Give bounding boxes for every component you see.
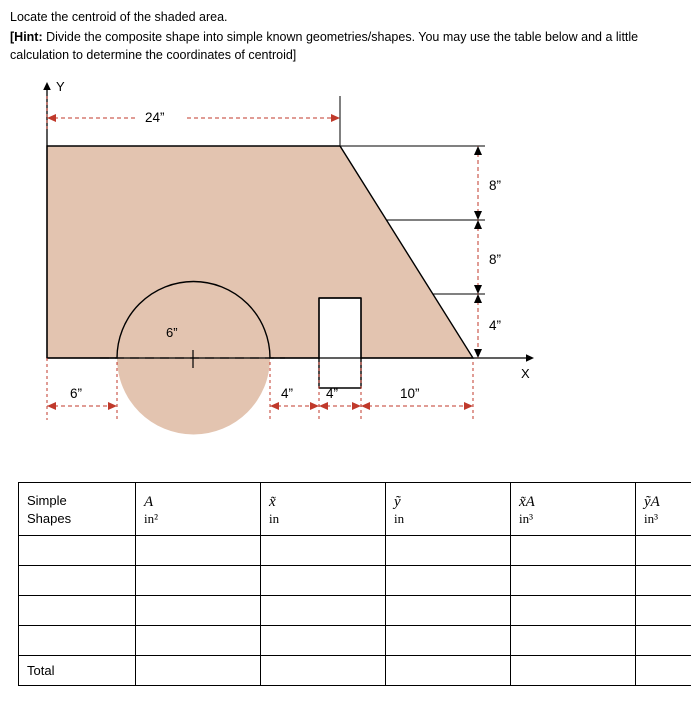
header-xbar-main: x̃ [269, 493, 276, 510]
dim-top-width-line [47, 114, 340, 122]
hint-label: [Hint: [10, 30, 43, 45]
x-axis-arrow [526, 354, 534, 362]
cell-ybar-a[interactable] [636, 596, 691, 626]
table-row [19, 596, 691, 626]
cell-total-label: Total [19, 656, 136, 686]
dim-bottom-seg4-line [361, 402, 473, 410]
cell-total-area[interactable] [136, 656, 261, 686]
dim-bottom-seg3-line [319, 402, 361, 410]
header-shapes-sub: Shapes [27, 511, 72, 526]
y-axis-arrow [43, 82, 51, 90]
centroid-table [18, 482, 691, 686]
cell-area[interactable] [136, 626, 261, 656]
header-xbar-sub: in [269, 510, 280, 526]
hole-mask [318, 359, 362, 391]
header-shapes-main: Simple [27, 493, 67, 509]
dim-right-lower: 4” [489, 318, 502, 333]
cell-total-ybar-a[interactable] [636, 656, 691, 686]
cell-ybar[interactable] [386, 536, 511, 566]
dim-bottom-left-line [47, 402, 117, 410]
dim-bottom-seg4: 10” [400, 386, 420, 401]
cell-ybar[interactable] [386, 626, 511, 656]
problem-hint [10, 28, 670, 64]
problem-statement [10, 8, 670, 64]
cell-total-ybar[interactable] [386, 656, 511, 686]
dim-right-lower-line [474, 294, 482, 358]
cell-area[interactable] [136, 566, 261, 596]
cell-ybar-a[interactable] [636, 566, 691, 596]
cell-xbar-a[interactable] [511, 566, 636, 596]
dim-bottom-left: 6” [70, 386, 83, 401]
cell-area[interactable] [136, 596, 261, 626]
dim-right-upper-line [474, 146, 482, 220]
table-total-row [19, 656, 691, 686]
cell-xbar-a[interactable] [511, 626, 636, 656]
problem-line-1: Locate the centroid of the shaded area. [10, 10, 228, 24]
header-area-sub: in² [144, 510, 159, 526]
header-xbar-a-sub: in³ [519, 510, 534, 526]
header-cell-xbar [261, 483, 386, 536]
cell-ybar-a[interactable] [636, 626, 691, 656]
cell-xbar[interactable] [261, 596, 386, 626]
header-ybar-a-sub: in³ [644, 510, 659, 526]
dim-right-middle-line [474, 220, 482, 294]
cell-shape[interactable] [19, 596, 136, 626]
header-ybar-sub: in [394, 510, 405, 526]
cell-xbar[interactable] [261, 536, 386, 566]
header-ybar-main: ỹ [394, 493, 401, 510]
dim-right-middle: 8” [489, 252, 502, 267]
y-axis-label: Y [56, 79, 65, 94]
centroid-figure [0, 72, 691, 452]
cell-ybar[interactable] [386, 566, 511, 596]
table-header-row [19, 483, 691, 536]
header-cell-area [136, 483, 261, 536]
cell-total-xbar-a[interactable] [511, 656, 636, 686]
dim-right-upper: 8” [489, 178, 502, 193]
cell-xbar[interactable] [261, 566, 386, 596]
cell-ybar[interactable] [386, 596, 511, 626]
cell-xbar[interactable] [261, 626, 386, 656]
header-cell-shapes [19, 483, 136, 536]
dim-semicircle-radius: 6” [166, 325, 178, 340]
header-cell-ybar [386, 483, 511, 536]
table-row [19, 536, 691, 566]
header-cell-xbar-a [511, 483, 636, 536]
header-ybar-a-main: ỹA [644, 493, 660, 510]
table-row [19, 566, 691, 596]
cell-ybar-a[interactable] [636, 536, 691, 566]
x-axis-label: X [521, 366, 530, 381]
cell-total-xbar[interactable] [261, 656, 386, 686]
header-area-main: A [144, 493, 154, 510]
dim-bottom-seg2: 4” [281, 386, 294, 401]
cell-xbar-a[interactable] [511, 596, 636, 626]
table-row [19, 626, 691, 656]
cell-shape[interactable] [19, 536, 136, 566]
dim-bottom-seg3: 4” [326, 386, 339, 401]
header-xbar-a-main: x̃A [519, 493, 535, 510]
dim-top-width: 24” [145, 110, 165, 125]
cell-xbar-a[interactable] [511, 536, 636, 566]
centroid-table-wrap [18, 482, 658, 686]
dim-bottom-seg2-line [270, 402, 319, 410]
cell-area[interactable] [136, 536, 261, 566]
hint-text: Divide the composite shape into simple known geometries/shapes. You may use the table below and a little calculation to determine the coordinates of centroid] [10, 30, 639, 63]
cell-shape[interactable] [19, 626, 136, 656]
cell-shape[interactable] [19, 566, 136, 596]
header-cell-ybar-a [636, 483, 691, 536]
